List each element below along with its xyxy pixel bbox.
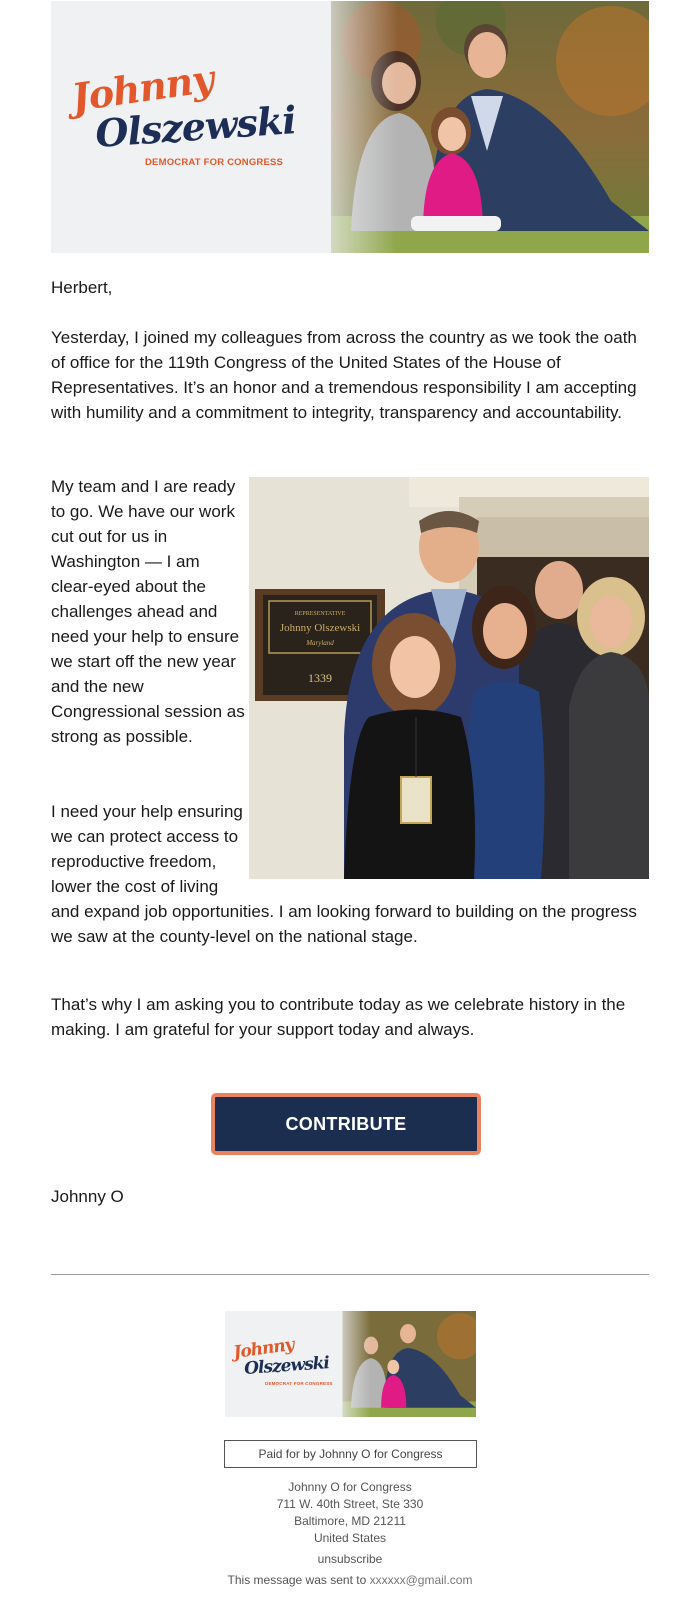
footer-logo-last-name: Olszewski (243, 1353, 330, 1379)
address-country: United States (313, 1531, 387, 1545)
contribute-button[interactable]: CONTRIBUTE (211, 1093, 481, 1155)
address-street: 711 W. 40th Street, Ste 330 (276, 1497, 424, 1511)
paragraph-intro: Yesterday, I joined my colleagues from across the country as we took the oath of office for the 119th Congress of the United States of the House of Representatives. It’s an honor and a tremendous responsibility I am accepting with humility and a commitment to integrity, transparency and accountability. (51, 328, 637, 422)
unsubscribe-link[interactable]: unsubscribe (317, 1552, 383, 1566)
sent-to-prefix: This message was sent to (227, 1573, 370, 1587)
logo-tagline: DEMOCRAT FOR CONGRESS (145, 157, 284, 168)
footer-logo-tagline: DEMOCRAT FOR CONGRESS (265, 1381, 333, 1386)
plaque-state: Maryland (306, 639, 334, 647)
paragraph-ask: That’s why I am asking you to contribute today as we celebrate history in the making. I am grateful for your support today and always. (51, 995, 626, 1039)
sent-to-notice (51, 1573, 649, 1587)
campaign-logo (68, 55, 298, 175)
paragraph-team: My team and I are ready to go. We have our work cut out for us in Washington — I am clear-eyed about the challenges ahead and need your help to ensure we start off the new year and the new Congressional session as strong as possible. (51, 477, 245, 746)
plaque-name: Johnny Olszewski (279, 622, 361, 634)
email-container (51, 0, 649, 1587)
plaque-room: 1339 (308, 671, 332, 685)
footer-divider (51, 1274, 649, 1275)
hero-banner[interactable] (51, 1, 649, 253)
paragraph-priorities: I need your help ensuring we can protect access to reproductive freedom, lower the cost of living and expand job opportunities. I am looking forward to building on the progress we saw at the county-level on the national stage. (51, 802, 637, 946)
photo-text-block (51, 474, 649, 949)
office-photo-image (249, 477, 649, 879)
plaque-title: REPRESENTATIVE (294, 611, 346, 617)
mailing-address (51, 1479, 649, 1547)
recipient-email: xxxxxx@gmail.com (369, 1573, 473, 1587)
address-org: Johnny O for Congress (288, 1480, 412, 1494)
logo-first-name: Johnny (68, 55, 216, 120)
paid-for-disclaimer: Paid for by Johnny O for Congress (224, 1440, 477, 1468)
greeting: Herbert, (51, 278, 113, 297)
footer-campaign-logo (232, 1334, 335, 1393)
signature: Johnny O (51, 1187, 124, 1206)
office-photo (249, 477, 649, 879)
footer-banner[interactable] (225, 1311, 476, 1417)
address-city: Baltimore, MD 21211 (294, 1514, 406, 1528)
footer-logo-first-name: Johnny (232, 1334, 295, 1363)
logo-last-name: Olszewski (93, 97, 298, 156)
